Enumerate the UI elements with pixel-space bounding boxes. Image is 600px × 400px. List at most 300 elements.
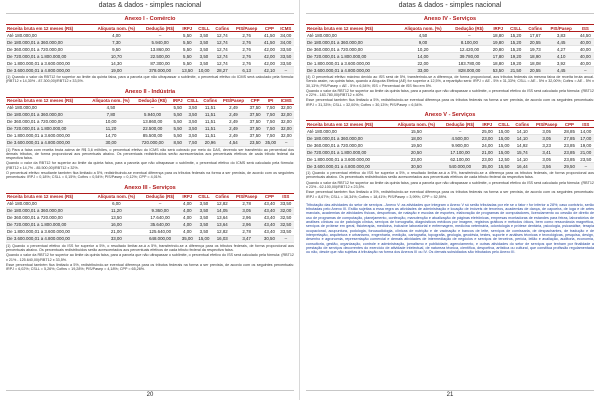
table-cell: 21,00 bbox=[479, 149, 495, 156]
table-cell: 39.780,00 bbox=[449, 53, 489, 60]
table-cell: 11,20 bbox=[92, 207, 141, 214]
table-cell: 15,50 bbox=[392, 128, 441, 135]
table-cell: 18,80 bbox=[490, 60, 507, 67]
annex-title: Anexo V - Serviços bbox=[424, 112, 476, 119]
table-cell: 35,00 bbox=[179, 235, 195, 242]
table-cell: 125.640,00 bbox=[141, 228, 179, 235]
table-cell: 5,50 bbox=[171, 118, 185, 125]
table-cell: 32,00 bbox=[278, 104, 294, 111]
table-cell: 44,50 bbox=[577, 32, 594, 39]
column-header: CPP bbox=[261, 25, 277, 32]
table-cell: – bbox=[278, 67, 294, 74]
table-cell: De 180.000,01 a 360.000,00 bbox=[6, 207, 92, 214]
table-cell: 10,00 bbox=[87, 118, 134, 125]
table-cell: 3,50 bbox=[195, 53, 212, 60]
table-cell: 2,78 bbox=[232, 228, 261, 235]
table-cell: 5,50 bbox=[179, 53, 195, 60]
table-cell: 25,00 bbox=[479, 128, 495, 135]
table-cell: Até 180.000,00 bbox=[6, 32, 92, 39]
table-cell: 7,80 bbox=[87, 111, 134, 118]
table-cell: De 3.600.000,01 a 4.800.000,00 bbox=[306, 163, 392, 170]
closing-text: Tributação das atividades do setor de serviços - Anexo V: as atividades que integram o Anexo V só serão tributadas por ele se o fator r for inferior a 28%; caso contrário, serão tributadas pelo Anexo III. Estão sujeitas a essa regra as atividades de administração e locação de imóveis de terceiros, academias de dança, de capoeira, de ioga e de artes marciais, academias de atividades físicas, desportivas, de natação e escolas de esportes, elaboração de programas de computadores, licenciamento ou cessão de direito de uso de programas de computação, planejamento, confecção, manutenção e atualização de páginas eletrônicas, empresas montadoras de estandes para feiras, laboratórios de análises clínicas ou de patologia clínica, serviços de tomografia, diagnósticos médicos por imagem, registros gráficos e métodos óticos, bem como ressonância magnética, serviços de prótese em geral, fisioterapia, medicina, inclusive laboratorial e enfermagem, medicina veterinária, odontologia e prótese dentária, psicologia, psicanálise, terapia ocupacional, acupuntura, podologia, fonoaudiologia, clínicas de nutrição e de vacinação e bancos de leite, serviços de comissaria, de despachantes, de tradução e de interpretação, arquitetura e urbanismo, engenharia, medição, cartografia, topografia, geologia, geodésia, testes, suporte e análises técnicas e tecnológicas, pesquisa, design, desenho e agronomia, representação comercial e demais atividades de intermediação de negócios e serviços de terceiros, perícia, leilão e avaliação, auditoria, economia, consultoria, gestão, organização, controle e administração, jornalismo e publicidade, agenciamento, e outras atividades do setor de serviços que tenham por finalidade a prestação de serviços decorrentes do exercício de atividade intelectual, de natureza técnica, científica, desportiva, artística ou cultural, que constitua profissão regulamentada ou não, desde que não sujeitas à tributação na forma dos Anexos III ou IV. Os demais subsidiados são tributados pelo Anexo III. bbox=[306, 202, 594, 255]
column-header: CPP bbox=[247, 97, 263, 104]
table-cell: 33,50 bbox=[278, 200, 294, 207]
table-cell: 2,96 bbox=[232, 221, 261, 228]
table-row bbox=[306, 67, 594, 74]
table-cell: 4,00 bbox=[179, 228, 195, 235]
table-cell: 2,49 bbox=[220, 104, 248, 111]
column-header: Alíquota nom. (%) bbox=[392, 121, 441, 128]
table-cell: 13,64 bbox=[212, 214, 232, 221]
table-cell: 42,00 bbox=[261, 53, 277, 60]
table-cell: 12,74 bbox=[212, 46, 232, 53]
table-cell: 15,20 bbox=[507, 39, 525, 46]
table-cell: 4,00 bbox=[179, 207, 195, 214]
tax-table bbox=[6, 97, 294, 147]
table-cell: De 720.000,01 a 1.800.000,00 bbox=[306, 53, 397, 60]
table-row bbox=[6, 125, 294, 132]
table-cell: 13.860,00 bbox=[141, 46, 179, 53]
running-head: datas & dados - simples nacional bbox=[6, 0, 294, 14]
table-cell: 5,50 bbox=[171, 125, 185, 132]
annex-title: Anexo I - Comércio bbox=[124, 16, 176, 22]
table-cell: 3,05 bbox=[532, 156, 561, 163]
table-cell: 5,50 bbox=[171, 111, 185, 118]
table-cell: 43,40 bbox=[261, 228, 277, 235]
table-cell: 35,00 bbox=[263, 139, 279, 146]
table-cell: 41,50 bbox=[261, 39, 277, 46]
column-header: Receita bruta em 12 meses (R$) bbox=[6, 193, 92, 200]
table-cell: 11,51 bbox=[201, 111, 220, 118]
column-header: ISS bbox=[577, 25, 594, 32]
table-cell: 19,20 bbox=[507, 53, 525, 60]
table-cell: 3,05 bbox=[232, 207, 261, 214]
table-cell: 7,50 bbox=[263, 125, 279, 132]
table-cell: 12,74 bbox=[212, 60, 232, 67]
column-header: Receita bruta em 12 meses (R$) bbox=[306, 121, 392, 128]
column-header: ICMS bbox=[278, 25, 294, 32]
table-cell: 15,20 bbox=[507, 32, 525, 39]
table-cell: 33,50 bbox=[278, 46, 294, 53]
table-cell: 19,73 bbox=[525, 46, 546, 53]
annex-title: Anexo II - Indústria bbox=[124, 88, 176, 95]
table-cell: 2,76 bbox=[232, 53, 261, 60]
table-cell: 32,00 bbox=[278, 207, 294, 214]
table-row bbox=[306, 156, 594, 163]
table-row bbox=[6, 32, 294, 39]
table-cell: 23,00 bbox=[479, 135, 495, 142]
column-header: CPP bbox=[561, 121, 577, 128]
table-cell: 15,20 bbox=[507, 46, 525, 53]
table-cell: 24,00 bbox=[479, 142, 495, 149]
table-cell: 2,49 bbox=[220, 125, 248, 132]
table-cell: 2,96 bbox=[232, 214, 261, 221]
tax-table bbox=[306, 24, 594, 74]
table-cell: 828.000,00 bbox=[449, 67, 489, 74]
table-row bbox=[6, 104, 294, 111]
column-header: Receita bruta em 12 meses (R$) bbox=[6, 25, 92, 32]
table-cell: 4.500,00 bbox=[441, 135, 479, 142]
table-cell: 9,50 bbox=[92, 46, 141, 53]
table-cell: 16,44 bbox=[512, 163, 532, 170]
table-cell: De 180.000,01 a 360.000,00 bbox=[6, 111, 87, 118]
running-head: datas & dados - simples nacional bbox=[306, 0, 594, 14]
table-cell: – bbox=[141, 32, 179, 39]
table-cell: 7,50 bbox=[263, 118, 279, 125]
page-number: 20 bbox=[6, 390, 294, 398]
table-row bbox=[6, 60, 294, 67]
table-note: Esse percentual também fica limitado a 5%, redistribuindo-se eventual diferença para os tributos federais na forma a ser prevista, de acordo com os seguintes percentuais: IRPJ = 6,02%; CSLL = 5,26%; Cofins = 19,28%; PIS/Pasep = 4,18%; CPP = 65,26%. bbox=[6, 262, 294, 272]
table-cell: Até 180.000,00 bbox=[306, 128, 392, 135]
table-cell: 3,41 bbox=[532, 149, 561, 156]
table-cell: 5,50 bbox=[171, 104, 185, 111]
table-cell: 4,50 bbox=[397, 32, 449, 39]
table-cell: 33,50 bbox=[278, 53, 294, 60]
table-cell: 7,50 bbox=[263, 111, 279, 118]
table-cell: De 180.000,01 a 360.000,00 bbox=[306, 135, 392, 142]
table-cell: 28,27 bbox=[212, 67, 232, 74]
table-cell: 19,00 bbox=[578, 142, 594, 149]
table-cell: 23,85 bbox=[561, 149, 577, 156]
table-cell: 37,50 bbox=[247, 111, 263, 118]
column-header: Alíquota nom. (%) bbox=[92, 193, 141, 200]
column-header: Cofins bbox=[525, 25, 546, 32]
table-note: (1) Quando o percentual efetivo do ISS for superior a 5%, o resultado limitar-se-á a 5%, transferindo-se a diferença para os tributos federais, de forma proporcional aos percentuais abaixo. Os percentuais redistribuídos serão acrescentados aos percentuais efetivos de cada tributo federal da respectiva faixa. bbox=[306, 171, 594, 180]
table-cell: 4,00 bbox=[179, 214, 195, 221]
table-cell: 3,50 bbox=[195, 60, 212, 67]
table-row bbox=[6, 132, 294, 139]
table-cell: 20,50 bbox=[392, 149, 441, 156]
table-cell: 4,00 bbox=[179, 221, 195, 228]
table-cell: 17.100,00 bbox=[441, 149, 479, 156]
table-row bbox=[306, 60, 594, 67]
table-cell: 23,85 bbox=[561, 142, 577, 149]
table-note: Quando o valor da RBT12 for superior ao limite da quinta faixa, para a parcela que não ultrapassar o sublimite, o percentual efetivo do ISS será calculado pela fórmula: (RBT12 x 23% - 62.100,00)/RBT12 x 23,5%. bbox=[306, 180, 594, 189]
table-cell: De 1.800.000,01 a 3.600.000,00 bbox=[6, 132, 87, 139]
column-header: Dedução (R$) bbox=[141, 193, 179, 200]
table-row bbox=[6, 200, 294, 207]
table-cell: De 1.800.000,01 a 3.600.000,00 bbox=[6, 228, 92, 235]
table-cell: 3,83 bbox=[546, 32, 577, 39]
table-row bbox=[6, 67, 294, 74]
right-tables bbox=[306, 16, 594, 202]
table-cell: De 360.000,01 a 720.000,00 bbox=[306, 46, 397, 53]
table-cell: 3,56 bbox=[532, 163, 561, 170]
table-cell: 33,00 bbox=[397, 67, 449, 74]
table-cell: 43,40 bbox=[261, 214, 277, 221]
table-cell: 87.300,00 bbox=[141, 60, 179, 67]
table-cell: De 720.000,01 a 1.800.000,00 bbox=[6, 221, 92, 228]
table-row bbox=[6, 39, 294, 46]
table-cell: 6,13 bbox=[232, 67, 261, 74]
table-cell: 5,50 bbox=[179, 60, 195, 67]
table-cell: 11,51 bbox=[201, 118, 220, 125]
table-cell: 17,67 bbox=[525, 32, 546, 39]
table-cell: De 3.600.000,01 a 4.800.000,00 bbox=[306, 67, 397, 74]
table-cell: 4,00 bbox=[92, 32, 141, 39]
column-header: CSLL bbox=[495, 121, 512, 128]
table-cell: 3,50 bbox=[195, 39, 212, 46]
table-note: (1) Quando o valor da RBT12 for superior ao limite da quinta faixa, para a parcela que não ultrapassar o sublimite, o percentual efetivo do ICMS será calculado pela fórmula: (RBT12 x 14,30% - 87.300,00)/RBT12 x 33,5%. bbox=[6, 75, 294, 84]
table-cell: De 3.600.000,01 a 4.800.000,00 bbox=[6, 67, 92, 74]
table-cell: 3,50 bbox=[195, 32, 212, 39]
table-cell: 5,50 bbox=[171, 132, 185, 139]
table-cell: 12,50 bbox=[495, 156, 512, 163]
table-cell: 12,74 bbox=[212, 32, 232, 39]
table-cell: 13.860,00 bbox=[134, 118, 170, 125]
table-cell: 4,50 bbox=[87, 104, 134, 111]
table-cell: 183.780,00 bbox=[449, 60, 489, 67]
table-cell: 8,50 bbox=[171, 139, 185, 146]
table-cell: 21,50 bbox=[507, 67, 525, 74]
table-cell: 18,08 bbox=[525, 60, 546, 67]
column-header: PIS/Pasep bbox=[546, 25, 577, 32]
table-cell: 37,50 bbox=[247, 104, 263, 111]
table-cell: 32,50 bbox=[278, 214, 294, 221]
table-cell: 40,00 bbox=[577, 39, 594, 46]
table-row bbox=[306, 32, 594, 39]
table-cell: 14,10 bbox=[512, 128, 532, 135]
table-cell: – bbox=[141, 200, 179, 207]
book-spine bbox=[299, 0, 300, 400]
table-row bbox=[306, 163, 594, 170]
table-cell: 4,10 bbox=[546, 53, 577, 60]
column-header: Alíquota nom. (%) bbox=[397, 25, 449, 32]
table-cell: 3,50 bbox=[195, 221, 212, 228]
table-cell: 23,00 bbox=[392, 156, 441, 163]
table-cell: 22,00 bbox=[397, 60, 449, 67]
table-cell: De 3.600.000,01 a 4.800.000,00 bbox=[6, 139, 87, 146]
table-cell: De 3.600.000,01 a 4.800.000,00 bbox=[6, 235, 92, 242]
table-row bbox=[306, 53, 594, 60]
table-row bbox=[306, 149, 594, 156]
table-cell: 2,76 bbox=[232, 46, 261, 53]
table-cell: 2,49 bbox=[220, 111, 248, 118]
table-cell: 3,50 bbox=[195, 207, 212, 214]
table-cell: De 180.000,01 a 360.000,00 bbox=[306, 39, 397, 46]
column-header: IRPJ bbox=[179, 25, 195, 32]
table-cell: 15,50 bbox=[495, 163, 512, 170]
table-cell: 12,74 bbox=[212, 53, 232, 60]
table-cell: 42,00 bbox=[261, 46, 277, 53]
table-row bbox=[6, 139, 294, 146]
table-cell: 13,50 bbox=[92, 214, 141, 221]
left-page bbox=[6, 0, 294, 400]
table-cell: – bbox=[578, 163, 594, 170]
column-header: CPP bbox=[261, 193, 277, 200]
table-cell: 5,50 bbox=[179, 32, 195, 39]
table-cell: 19,50 bbox=[392, 142, 441, 149]
table-cell: 3,50 bbox=[185, 104, 201, 111]
tax-table bbox=[6, 24, 294, 74]
table-cell: De 720.000,01 a 1.800.000,00 bbox=[6, 125, 87, 132]
table-cell: 22.500,00 bbox=[141, 53, 179, 60]
table-cell: 15,00 bbox=[495, 149, 512, 156]
column-header: Dedução (R$) bbox=[141, 25, 179, 32]
table-cell: 7,50 bbox=[185, 139, 201, 146]
table-cell: 21,00 bbox=[578, 149, 594, 156]
table-cell: 14,05 bbox=[212, 207, 232, 214]
table-note: Esse percentual também fica limitado a 5%, redistribuindo-se eventual diferença para os tributos federais na forma a ser prevista, de acordo com os seguintes percentuais: IRPJ = 31,33%; CSLL = 32,00%; Cofins = 30,13%; PIS/Pasep = 6,54%. bbox=[306, 98, 594, 107]
table-cell: 2,76 bbox=[232, 39, 261, 46]
table-cell: 62.100,00 bbox=[441, 156, 479, 163]
table-cell: 32,00 bbox=[278, 125, 294, 132]
table-cell: – bbox=[441, 128, 479, 135]
table-cell: 11,51 bbox=[201, 125, 220, 132]
table-cell: 53,50 bbox=[490, 67, 507, 74]
table-cell: 30,50 bbox=[261, 235, 277, 242]
table-cell: 14,70 bbox=[87, 132, 134, 139]
annex-title: Anexo III - Serviços bbox=[124, 184, 176, 191]
table-cell: 11,20 bbox=[87, 125, 134, 132]
column-header: Alíquota nom. (%) bbox=[92, 25, 141, 32]
table-cell: 29,50 bbox=[561, 163, 577, 170]
table-cell: 3,50 bbox=[195, 46, 212, 53]
table-cell: De 1.800.000,01 a 3.600.000,00 bbox=[306, 60, 397, 67]
table-cell: 20,55 bbox=[525, 39, 546, 46]
table-cell: 19,80 bbox=[490, 39, 507, 46]
table-cell: 4,00 bbox=[179, 200, 195, 207]
table-cell: 5,50 bbox=[179, 39, 195, 46]
tax-table bbox=[6, 193, 294, 243]
table-row bbox=[6, 111, 294, 118]
table-cell: – bbox=[134, 104, 170, 111]
table-cell: 35,00 bbox=[479, 163, 495, 170]
table-cell: 18,80 bbox=[490, 32, 507, 39]
table-cell: 15,00 bbox=[495, 142, 512, 149]
column-header: Cofins bbox=[212, 25, 232, 32]
column-header: ICMS bbox=[278, 97, 294, 104]
table-row bbox=[306, 39, 594, 46]
tax-table bbox=[306, 120, 594, 170]
table-cell: 3,05 bbox=[532, 135, 561, 142]
table-cell: 30,50 bbox=[392, 163, 441, 170]
column-header: CSLL bbox=[507, 25, 525, 32]
table-cell: De 360.000,01 a 720.000,00 bbox=[6, 46, 92, 53]
annex-title: Anexo IV - Serviços bbox=[423, 16, 477, 22]
table-cell: 14,10 bbox=[512, 135, 532, 142]
table-cell: 34,00 bbox=[278, 32, 294, 39]
table-cell: 43,40 bbox=[261, 200, 277, 207]
table-cell: 16,00 bbox=[92, 221, 141, 228]
left-tables bbox=[6, 16, 294, 274]
table-cell: 12,82 bbox=[212, 228, 232, 235]
table-cell: 15,00 bbox=[495, 135, 512, 142]
table-cell: De 1.800.000,01 a 3.600.000,00 bbox=[6, 60, 92, 67]
table-cell: 19,00 bbox=[92, 67, 141, 74]
table-cell: De 1.800.000,01 a 3.600.000,00 bbox=[306, 156, 392, 163]
table-cell: Até 180.000,00 bbox=[6, 104, 87, 111]
table-note: (1) Quando o percentual efetivo do ISS for superior a 5%, o resultado limitar-se-á a 5%, transferindo-se a diferença para os tributos federais, de forma proporcional aos percentuais abaixo. Os percentuais redistribuídos serão acrescentados aos percentuais efetivos de cada tributo federal da respectiva faixa. bbox=[6, 243, 294, 252]
table-cell: 37,50 bbox=[247, 132, 263, 139]
table-cell: De 360.000,01 a 720.000,00 bbox=[306, 142, 392, 149]
table-cell: 27,85 bbox=[561, 135, 577, 142]
table-cell: 37,50 bbox=[247, 125, 263, 132]
table-cell: 11,51 bbox=[201, 104, 220, 111]
table-cell: 3,47 bbox=[232, 235, 261, 242]
table-cell: De 720.000,01 a 1.800.000,00 bbox=[306, 149, 392, 156]
table-row bbox=[6, 221, 294, 228]
table-note: Esse percentual também fica limitado a 5%, redistribuindo-se eventual diferença para os tributos federais na forma a ser prevista, de acordo com os seguintes percentuais: IRPJ = 8,67%; CSLL = 16,34%; Cofins = 18,41%; PIS/Pasep = 3,99%; CPP = 52,59%. bbox=[306, 190, 594, 199]
table-cell: 42,00 bbox=[261, 60, 277, 67]
page-number: 21 bbox=[306, 390, 594, 398]
table-cell: 7,30 bbox=[92, 39, 141, 46]
table-cell: 5.940,00 bbox=[134, 111, 170, 118]
table-cell: 2,76 bbox=[232, 60, 261, 67]
table-cell: Até 180.000,00 bbox=[6, 200, 92, 207]
table-cell: 3,50 bbox=[195, 214, 212, 221]
column-header: PIS/Pasep bbox=[232, 25, 261, 32]
table-cell: 17,80 bbox=[490, 53, 507, 60]
table-cell: 32,00 bbox=[278, 118, 294, 125]
column-header: Alíquota nom. (%) bbox=[87, 97, 134, 104]
table-cell: 7,50 bbox=[263, 132, 279, 139]
table-cell: 3,92 bbox=[546, 60, 577, 67]
table-cell: 12.420,00 bbox=[449, 46, 489, 53]
table-cell: – bbox=[577, 67, 594, 74]
table-note: Quando o valor da RBT12 for superior ao limite da quinta faixa, para a parcela que não ultrapassar o sublimite, o percentual efetivo do ICMS será calculado pela fórmula: (RBT12 x 14,7% - 85.500,00)/RBT12 x 32%. bbox=[6, 161, 294, 170]
table-cell: Até 180.000,00 bbox=[306, 32, 397, 39]
table-cell: 7,50 bbox=[263, 104, 279, 111]
right-page bbox=[306, 0, 594, 400]
column-header: IRPJ bbox=[171, 97, 185, 104]
column-header: CSLL bbox=[195, 193, 212, 200]
table-cell: 13,64 bbox=[212, 221, 232, 228]
table-cell: 648.000,00 bbox=[141, 235, 179, 242]
table-note: O percentual efetivo resultante também fica limitado a 5%, redistribuindo-se eventual diferença para os tributos federais na forma a ser prevista, de acordo com os seguintes percentuais: IRPJ = 0,18%; CSLL = 0,15%; Cofins = 0,54%; PIS/Pasep = 0,12%; CPP = 4,01%. bbox=[6, 171, 294, 180]
table-cell: 14,00 bbox=[397, 53, 449, 60]
table-cell: 4,27 bbox=[546, 46, 577, 53]
table-cell: 13,50 bbox=[179, 67, 195, 74]
table-row bbox=[6, 46, 294, 53]
column-header: Dedução (R$) bbox=[449, 25, 489, 32]
table-cell: 33,50 bbox=[278, 228, 294, 235]
table-cell: 40,00 bbox=[577, 46, 594, 53]
table-cell: 21,00 bbox=[92, 228, 141, 235]
table-cell: 3,50 bbox=[185, 111, 201, 118]
table-cell: 19,20 bbox=[507, 60, 525, 67]
table-cell: De 720.000,01 a 1.800.000,00 bbox=[6, 53, 92, 60]
table-cell: 5,50 bbox=[179, 46, 195, 53]
table-cell: 17.640,00 bbox=[141, 214, 179, 221]
table-note: Quando o valor da RBT12 for superior ao limite da quinta faixa, para a parcela que não ultrapassar o sublimite, o percentual efetivo do ISS será calculado pela fórmula: (RBT12 x 21% - 125.640,00)/RBT12 x 33,5%. bbox=[6, 253, 294, 262]
table-cell: 15,00 bbox=[195, 235, 212, 242]
table-cell: 4,45 bbox=[546, 67, 577, 74]
table-cell: 15,74 bbox=[512, 149, 532, 156]
table-cell: 2,76 bbox=[232, 32, 261, 39]
table-cell: 540.000,00 bbox=[441, 163, 479, 170]
column-header: IRPJ bbox=[479, 121, 495, 128]
column-header: IRPJ bbox=[179, 193, 195, 200]
table-row bbox=[6, 118, 294, 125]
table-row bbox=[6, 207, 294, 214]
table-cell: 3,50 bbox=[185, 132, 201, 139]
column-header: PIS/Pasep bbox=[532, 121, 561, 128]
column-header: Receita bruta em 12 meses (R$) bbox=[306, 25, 397, 32]
table-row bbox=[6, 228, 294, 235]
table-cell: 378.000,00 bbox=[141, 67, 179, 74]
table-cell: 2,49 bbox=[220, 118, 248, 125]
table-cell: 14,92 bbox=[512, 142, 532, 149]
table-cell: 9,00 bbox=[397, 39, 449, 46]
table-row bbox=[306, 142, 594, 149]
table-cell: 16,03 bbox=[212, 235, 232, 242]
table-row bbox=[6, 235, 294, 242]
table-cell: 10,70 bbox=[92, 53, 141, 60]
table-cell: 8.100,00 bbox=[449, 39, 489, 46]
table-cell: 20,96 bbox=[201, 139, 220, 146]
table-cell: 10,20 bbox=[397, 46, 449, 53]
